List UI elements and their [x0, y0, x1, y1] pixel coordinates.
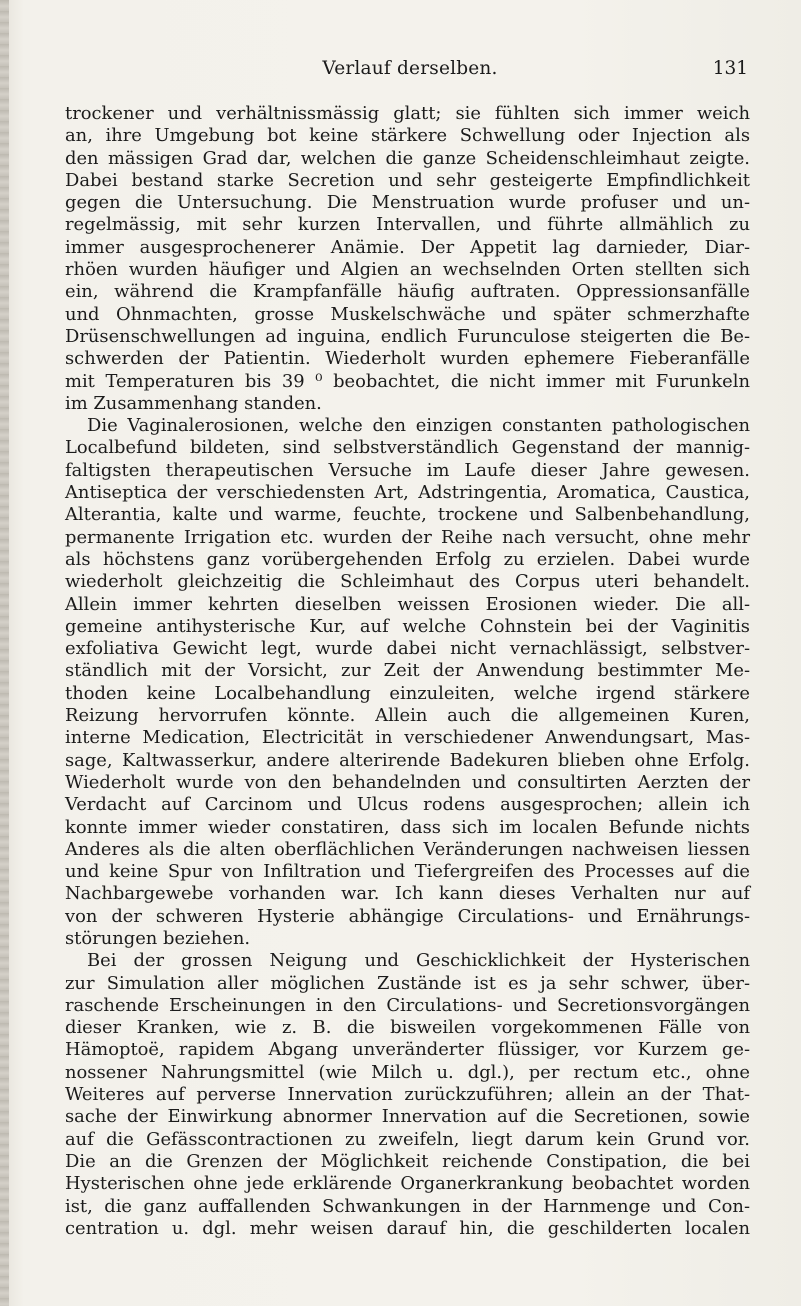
text-line: Verdacht auf Carcinom und Ulcus rodens ausgesprochen; allein ich — [65, 794, 750, 816]
text-line: und keine Spur von Infiltration und Tiefergreifen des Processes auf die — [65, 861, 750, 883]
text-line: Hysterischen ohne jede erklärende Organerkrankung beobachtet worden — [65, 1173, 750, 1195]
text-line: als höchstens ganz vorübergehenden Erfolg zu erzielen. Dabei wurde — [65, 548, 750, 570]
text-line: und Ohnmachten, grosse Muskelschwäche und später schmerzhafte — [65, 303, 750, 325]
text-line: an, ihre Umgebung bot keine stärkere Schwellung oder Injection als — [65, 125, 750, 147]
text-line: centration u. dgl. mehr weisen darauf hin, die geschilderten localen — [65, 1217, 750, 1239]
text-line: regelmässig, mit sehr kurzen Intervallen, und führte allmählich zu — [65, 214, 750, 236]
text-line: von der schweren Hysterie abhängige Circulations- und Ernährungs- — [65, 905, 750, 927]
text-line: interne Medication, Electricität in verschiedener Anwendungsart, Mas- — [65, 727, 750, 749]
body-text — [65, 103, 750, 1240]
running-title: Verlauf derselben. — [322, 58, 498, 79]
text-line: ist, die ganz auffallenden Schwankungen in der Harnmenge und Con- — [65, 1195, 750, 1217]
text-line: wiederholt gleichzeitig die Schleimhaut des Corpus uteri behandelt. — [65, 571, 750, 593]
text-line: Alterantia, kalte und warme, feuchte, trockene und Salbenbehandlung, — [65, 504, 750, 526]
text-line: konnte immer wieder constatiren, dass sich im localen Befunde nichts — [65, 816, 750, 838]
text-line: zur Simulation aller möglichen Zustände ist es ja sehr schwer, über- — [65, 972, 750, 994]
page-number: 131 — [712, 58, 748, 79]
text-line: Bei der grossen Neigung und Geschicklichkeit der Hysterischen — [87, 950, 750, 972]
paragraph-2 — [65, 415, 750, 950]
text-line: auf die Gefässcontractionen zu zweifeln, liegt darum kein Grund vor. — [65, 1128, 750, 1150]
text-line: störungen beziehen. — [65, 927, 251, 949]
paragraph-3 — [65, 950, 750, 1240]
text-line: raschende Erscheinungen in den Circulations- und Secretionsvorgängen — [65, 994, 750, 1016]
text-line: Die an die Grenzen der Möglichkeit reichende Constipation, die bei — [65, 1150, 750, 1172]
text-line: exfoliativa Gewicht legt, wurde dabei nicht vernachlässigt, selbstver- — [65, 638, 750, 660]
text-line: dieser Kranken, wie z. B. die bisweilen vorgekommenen Fälle von — [65, 1017, 750, 1039]
text-line: schwerden der Patientin. Wiederholt wurden ephemere Fieberanfälle — [65, 348, 750, 370]
text-line: thoden keine Localbehandlung einzuleiten, welche irgend stärkere — [65, 682, 750, 704]
page-binding-edge — [0, 0, 9, 1306]
text-line: Weiteres auf perverse Innervation zurückzuführen; allein an der That- — [65, 1084, 750, 1106]
text-line: ständlich mit der Vorsicht, zur Zeit der Anwendung bestimmter Me- — [65, 660, 750, 682]
text-line: Wiederholt wurde von den behandelnden und consultirten Aerzten der — [65, 771, 750, 793]
text-line: im Zusammenhang standen. — [65, 392, 322, 414]
text-line: rhöen wurden häufiger und Algien an wechselnden Orten stellten sich — [65, 259, 750, 281]
text-line: Drüsenschwellungen ad inguina, endlich Furunculose steigerten die Be- — [65, 325, 750, 347]
text-line: trockener und verhältnissmässig glatt; sie fühlten sich immer weich — [65, 103, 750, 124]
page-header — [0, 58, 801, 84]
text-line: Reizung hervorrufen könnte. Allein auch die allgemeinen Kuren, — [65, 705, 750, 727]
text-line: Localbefund bildeten, sind selbstverständlich Gegenstand der mannig- — [65, 437, 750, 459]
text-line: ein, während die Krampfanfälle häufig auftraten. Oppressionsanfälle — [65, 281, 750, 303]
text-line: Hämoptoë, rapidem Abgang unveränderter flüssiger, vor Kurzem ge- — [65, 1039, 750, 1061]
text-line: Anderes als die alten oberflächlichen Veränderungen nachweisen liessen — [65, 838, 750, 860]
text-line: nossener Nahrungsmittel (wie Milch u. dgl.), per rectum etc., ohne — [65, 1061, 750, 1083]
text-line: den mässigen Grad dar, welchen die ganze Scheidenschleimhaut zeigte. — [65, 147, 750, 169]
text-line: Allein immer kehrten dieselben weissen Erosionen wieder. Die all- — [65, 593, 750, 615]
text-line: mit Temperaturen bis 39 ⁰ beobachtet, die nicht immer mit Furunkeln — [65, 370, 750, 392]
text-line: gemeine antihysterische Kur, auf welche Cohnstein bei der Vaginitis — [65, 615, 750, 637]
text-line: faltigsten therapeutischen Versuche im Laufe dieser Jahre gewesen. — [65, 459, 750, 481]
text-line: sache der Einwirkung abnormer Innervation auf die Secretionen, sowie — [65, 1106, 750, 1128]
text-line: Antiseptica der verschiedensten Art, Adstringentia, Aromatica, Caustica, — [65, 482, 750, 504]
text-line: Nachbargewebe vorhanden war. Ich kann dieses Verhalten nur auf — [65, 883, 750, 905]
text-line: immer ausgesprochenerer Anämie. Der Appetit lag darnieder, Diar- — [65, 236, 750, 258]
text-line: Dabei bestand starke Secretion und sehr gesteigerte Empfindlichkeit — [65, 169, 750, 191]
text-line: Die Vaginalerosionen, welche den einzigen constanten pathologischen — [87, 415, 750, 437]
text-line: permanente Irrigation etc. wurden der Reihe nach versucht, ohne mehr — [65, 526, 750, 548]
text-line: sage, Kaltwasserkur, andere alterirende Badekuren blieben ohne Erfolg. — [65, 749, 750, 771]
paragraph-1 — [65, 103, 750, 415]
text-line: gegen die Untersuchung. Die Menstruation wurde profuser und un- — [65, 192, 750, 214]
